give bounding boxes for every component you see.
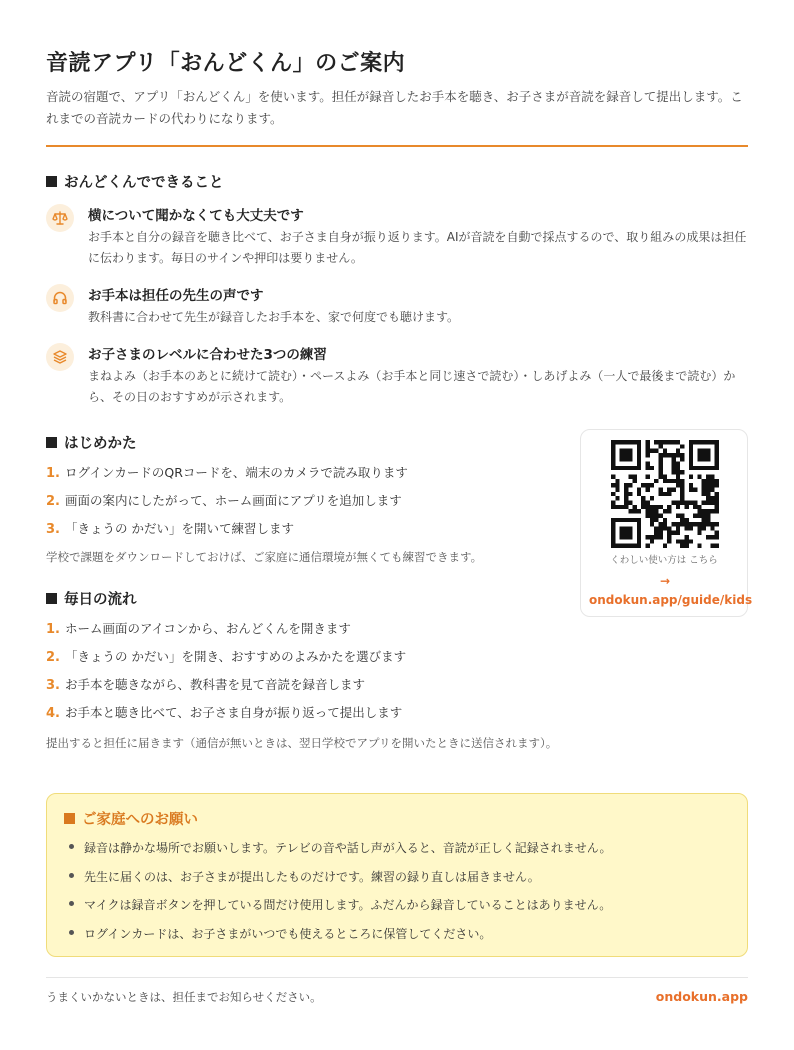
header-divider (46, 145, 748, 147)
guide-link[interactable]: → ondokun.app/guide/kids (589, 574, 753, 607)
feature-description: 教科書に合わせて先生が録音したお手本を、家で何度でも聴けます。 (88, 310, 460, 324)
notice-heading: ご家庭へのお願い (64, 808, 198, 829)
feature-title: お手本は担任の先生の声です (88, 288, 264, 304)
qr-code-icon[interactable] (611, 440, 719, 548)
step-item: 1. ログインカードのQRコードを、端末のカメラで読み取ります (46, 465, 408, 481)
getting-started-steps (46, 463, 576, 547)
feature-title: 横について聞かなくても大丈夫です (88, 208, 304, 224)
square-bullet-icon (46, 176, 57, 187)
step-item: 3. お手本を聴きながら、教科書を見て音読を録音します (46, 677, 366, 693)
daily-flow-note: 提出すると担任に届きます（通信が無いときは、翌日学校でアプリを開いたときに送信されます）。 (46, 736, 558, 750)
getting-started-heading: はじめかた (46, 432, 137, 453)
notice-item: マイクは録音ボタンを押している間だけ使用します。ふだんから録音していることはありません。 (69, 896, 612, 925)
step-item: 2. 「きょうの かだい」を開き、おすすめのよみかたを選びます (46, 649, 407, 665)
square-bullet-icon (46, 437, 57, 448)
square-bullet-icon (64, 813, 75, 824)
scale-icon (46, 204, 74, 232)
page-title: 音読アプリ「おんどくん」のご案内 (46, 51, 406, 76)
footer-brand[interactable]: ondokun.app (655, 989, 748, 1004)
bullet-icon (69, 844, 74, 849)
square-bullet-icon (46, 593, 57, 604)
step-item: 1. ホーム画面のアイコンから、おんどくんを開きます (46, 621, 351, 637)
step-item: 4. お手本と聴き比べて、お子さま自身が振り返って提出します (46, 705, 403, 721)
step-item: 2. 画面の案内にしたがって、ホーム画面にアプリを追加します (46, 493, 402, 509)
daily-flow-steps (46, 619, 576, 731)
features-heading: おんどくんでできること (46, 171, 224, 192)
feature-description: お手本と自分の録音を聴き比べて、お子さま自身が振り返ります。AIが音読を自動で採点するので、取り組みの成果は担任に伝わります。毎日のサインや押印は要りません。 (88, 230, 747, 265)
home-request-box (46, 793, 748, 957)
intro-text: 音読の宿題で、アプリ「おんどくん」を使います。担任が録音したお手本を聴き、お子さまが音読を録音して提出します。これまでの音読カードの代わりになります。 (46, 89, 743, 126)
qr-caption: くわしい使い方は こちら (610, 555, 718, 566)
bullet-icon (69, 901, 74, 906)
step-item: 3. 「きょうの かだい」を開いて練習します (46, 521, 294, 537)
headphones-icon (46, 284, 74, 312)
feature-description: まねよみ（お手本のあとに続けて読む）・ペースよみ（お手本と同じ速さで読む）・しあげよみ（一人で最後まで読む）から、その日のおすすめが示されます。 (88, 369, 736, 404)
daily-flow-heading: 毎日の流れ (46, 588, 137, 609)
guide-page (46, 0, 753, 1050)
notice-list (69, 839, 612, 953)
feature-title: お子さまのレベルに合わせた3つの練習 (88, 347, 327, 363)
footer-text: うまくいかないときは、担任までお知らせください。 (46, 990, 322, 1004)
layers-icon (46, 343, 74, 371)
getting-started-note: 学校で課題をダウンロードしておけば、ご家庭に通信環境が無くても練習できます。 (46, 550, 483, 564)
footer-divider (46, 977, 748, 978)
notice-item: 先生に届くのは、お子さまが提出したものだけです。練習の録り直しは届きません。 (69, 868, 612, 897)
notice-item: ログインカードは、お子さまがいつでも使えるところに保管してください。 (69, 925, 612, 954)
bullet-icon (69, 873, 74, 878)
bullet-icon (69, 930, 74, 935)
qr-card (580, 429, 753, 617)
notice-item: 録音は静かな場所でお願いします。テレビの音や話し声が入ると、音読が正しく記録されません。 (69, 839, 612, 868)
